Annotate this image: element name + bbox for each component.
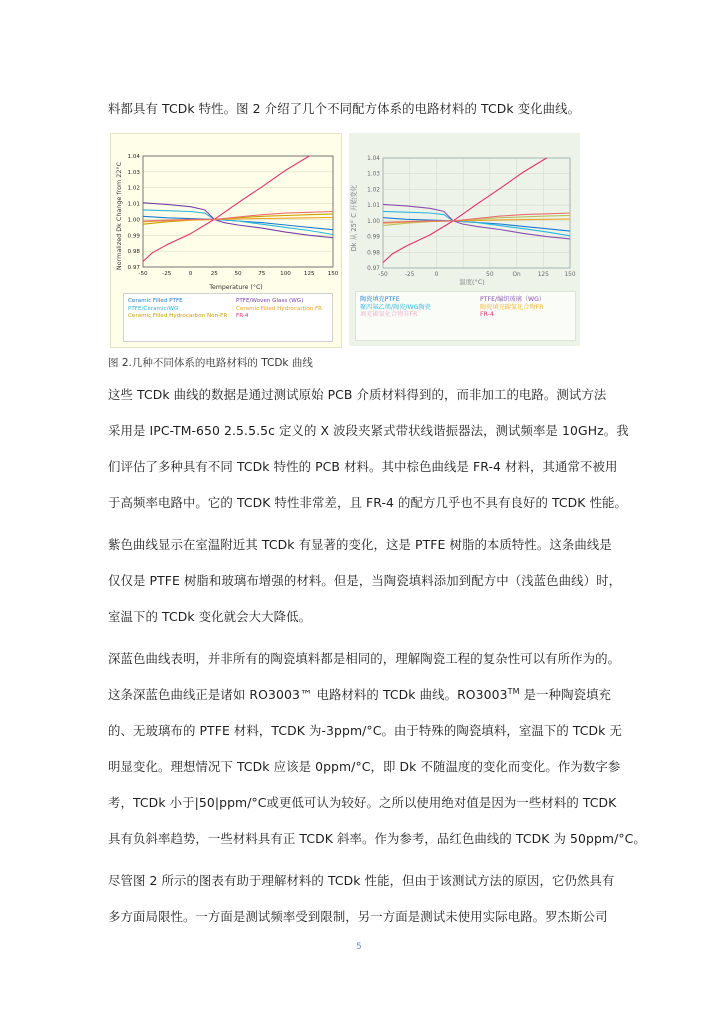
text-line: 考，TCDk 小于|50|ppm/°C或更低可认为较好。之所以使用绝对值是因为一些材料的 TCDK	[108, 795, 617, 810]
y-tick-label: 1.02	[367, 187, 380, 194]
legend-entry: PTFE/Woven Glass (WG)	[236, 298, 304, 304]
x-tick-label: 125	[537, 272, 549, 278]
y-tick-label: 0.99	[127, 233, 140, 240]
x-tick-label: 100	[280, 271, 291, 277]
page-number: 5	[356, 942, 362, 952]
text-line: 深蓝色曲线表明，并非所有的陶瓷填料都是相同的，理解陶瓷工程的复杂性可以有所作为的。	[108, 651, 621, 666]
y-tick-label: 1.03	[127, 169, 140, 176]
legend-entry: FR-4	[236, 313, 249, 320]
y-tick-label: 1.04	[127, 154, 140, 160]
text-line: 于高频率电路中。它的 TCDK 特性非常差，且 FR-4 的配方几乎也不具有良好的 TCDK 性能。	[108, 495, 628, 510]
y-tick-label: 1.02	[127, 185, 140, 192]
x-tick-label: 0	[434, 272, 439, 278]
x-tick-label: 50	[234, 271, 242, 277]
text-line: 这些 TCDk 曲线的数据是通过测试原始 PCB 介质材料得到的，而非加工的电路。测试方法	[108, 387, 607, 402]
x-tick-label: 150	[564, 272, 576, 278]
y-axis-label: Dk 从 25° C 开始变化	[350, 184, 358, 252]
y-tick-label: 0.98	[367, 250, 380, 257]
y-axis-label: Normalized Dk Change from 22°C	[115, 161, 123, 271]
text-line: 紫色曲线显示在室温附近其 TCDk 有显著的变化，这是 PTFE 树脂的本质特性。这条曲线是	[108, 537, 612, 552]
text-line-ro3003	[108, 686, 616, 704]
text-line: 仅仅是 PTFE 树脂和玻璃布增强的材料。但是，当陶瓷填料添加到配方中（浅蓝色曲线）时，	[108, 573, 622, 588]
figure-caption: 图 2.几种不同体系的电路材料的 TCDk 曲线	[108, 357, 313, 369]
legend-entry: Ceramic Filled Hydrocarbon Non-FR	[128, 313, 228, 320]
x-axis-label: 温度(°C)	[459, 278, 485, 286]
series-line	[383, 211, 570, 235]
legend-entry: 陶瓷填充碳氢化合物FR	[480, 303, 544, 311]
y-tick-label: 1.01	[127, 201, 140, 208]
figure-panel-chinese	[349, 133, 580, 346]
y-tick-label: 0.97	[127, 265, 140, 271]
x-tick-label: 50	[486, 272, 494, 278]
x-tick-label: -50	[378, 272, 388, 278]
trademark-superscript: TM	[507, 686, 520, 696]
y-tick-label: 1.00	[127, 217, 140, 224]
text-segment: 这条深蓝色曲线正是诸如 RO3003™ 电路材料的 TCDk 曲线。RO3003	[108, 687, 508, 702]
text-line: 多方面局限性。一方面是测试频率受到限制，另一方面是测试未使用实际电路。罗杰斯公司	[108, 909, 608, 924]
y-tick-label: 0.97	[367, 266, 380, 272]
x-tick-label: 125	[303, 271, 315, 277]
x-axis-label: Temperature (°C)	[209, 284, 263, 291]
x-tick-label: 0	[188, 271, 193, 277]
intro-line: 料都具有 TCDk 特性。图 2 介绍了几个不同配方体系的电路材料的 TCDk 变化曲线。	[108, 101, 581, 116]
legend-entry: PTFE/Ceramic/WG	[128, 305, 179, 312]
legend-entry: Ceramic Filled Hydrocarbon FR	[236, 305, 323, 312]
legend-chinese	[355, 291, 576, 341]
chart-chinese	[349, 133, 580, 291]
y-tick-label: 1.00	[367, 218, 380, 225]
x-tick-label: 75	[258, 271, 266, 277]
legend-entry: 陶瓷填充PTFE	[360, 296, 400, 303]
text-line: 采用是 IPC-TM-650 2.5.5.5c 定义的 X 波段夹紧式带状线谐振器法，测试频率是 10GHz。我	[108, 423, 629, 438]
plot-frame	[143, 156, 333, 267]
text-line: 尽管图 2 所示的图表有助于理解材料的 TCDk 性能，但由于该测试方法的原因，它仍然具有	[108, 873, 615, 888]
plot-frame	[383, 158, 570, 268]
y-tick-label: 0.99	[367, 234, 380, 241]
y-tick-label: 1.03	[367, 171, 380, 178]
text-line: 室温下的 TCDk 变化就会大大降低。	[108, 609, 312, 624]
legend-entry: FR-4	[480, 311, 494, 319]
series-line	[143, 210, 333, 235]
text-line: 具有负斜率趋势，一些材料具有正 TCDK 斜率。作为参考，品红色曲线的 TCDK 为 50ppm/°C。	[108, 831, 646, 846]
legend-english	[123, 293, 333, 342]
legend-entry: PTFE/编织玻璃（WG）	[480, 296, 546, 303]
text-line: 明显变化。理想情况下 TCDk 应该是 0ppm/°C，即 Dk 不随温度的变化而变化。作为数字参	[108, 759, 621, 774]
y-tick-label: 1.04	[367, 156, 380, 162]
legend-entry: 填充碳氢化合物非FR	[360, 311, 418, 319]
text-line: 们评估了多种具有不同 TCDk 特性的 PCB 材料。其中棕色曲线是 FR-4 材料，其通常不被用	[108, 459, 618, 474]
figure-panel-english	[110, 133, 342, 348]
x-tick-label: On	[512, 272, 521, 278]
text-line: 的、无玻璃布的 PTFE 材料，TCDK 为-3ppm/°C。由于特殊的陶瓷填料，室温下的 TCDk 无	[108, 723, 622, 738]
text-segment: 是一种陶瓷填充	[519, 687, 612, 702]
chart-english	[111, 134, 341, 294]
x-tick-label: -25	[162, 271, 172, 277]
legend-entry: Ceramic Filled PTFE	[128, 298, 183, 304]
y-tick-label: 1.01	[367, 203, 380, 210]
x-tick-label: 150	[327, 271, 339, 277]
x-tick-label: -50	[138, 271, 148, 277]
y-tick-label: 0.98	[127, 249, 140, 256]
x-tick-label: 25	[210, 271, 218, 277]
legend-entry: 聚四氟乙烯/陶瓷/WG陶瓷	[360, 303, 431, 311]
x-tick-label: -25	[404, 272, 415, 278]
